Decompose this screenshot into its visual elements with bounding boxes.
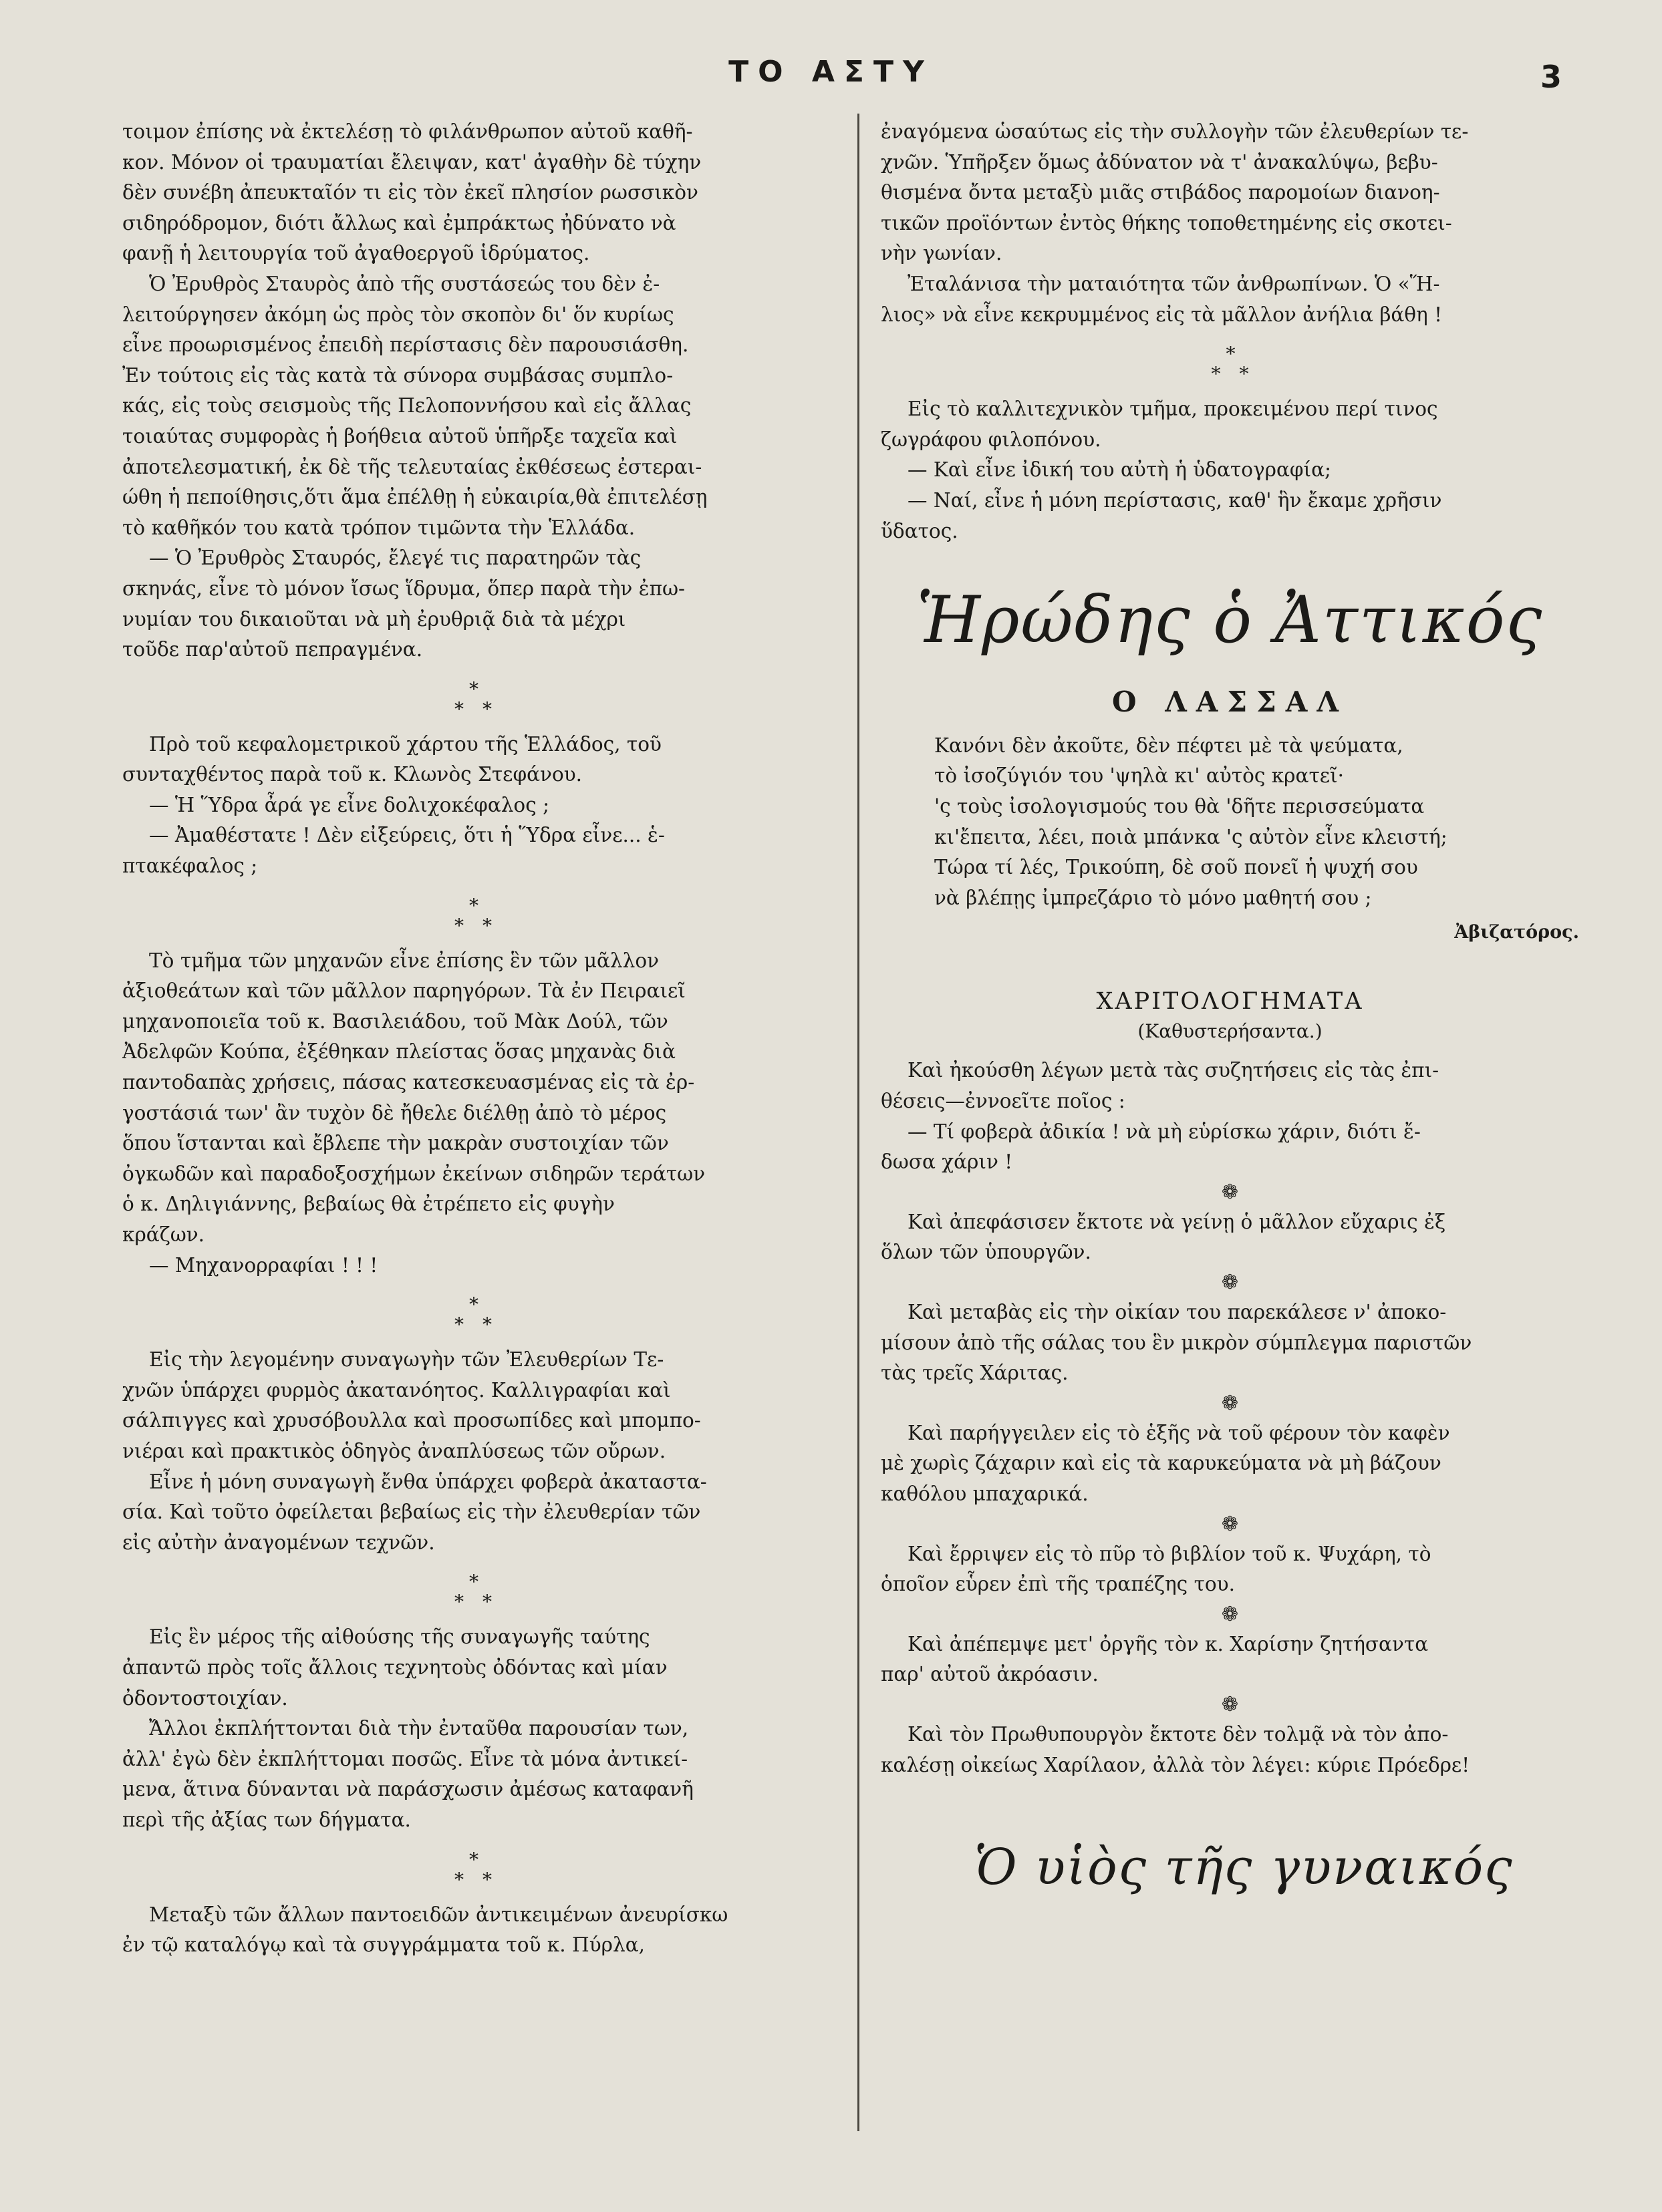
text-line: ἐναγόμενα ὡσαύτως εἰς τὴν συλλογὴν τῶν ἐλευθερίων τε-	[881, 120, 1469, 143]
section-title: ΧΑΡΙΤΟΛΟΓΗΜΑΤΑ	[1096, 987, 1364, 1015]
text-line: καλέσῃ οἰκείως Χαρίλαον, ἀλλὰ τὸν λέγει: κύριε Πρόεδρε!	[881, 1753, 1470, 1776]
text-line: πτακέφαλος ;	[122, 854, 258, 878]
text-line: ὕδατος.	[881, 519, 958, 542]
text-line: κάς, εἰς τοὺς σεισμοὺς τῆς Πελοποννήσου καὶ εἰς ἄλλας	[122, 394, 692, 418]
paragraph	[122, 946, 824, 1281]
text-line: νιέραι καὶ πρακτικὸς ὁδηγὸς ἀναπλύσεως τῶν οὔρων.	[122, 1439, 666, 1462]
text-line: κράζων.	[122, 1223, 205, 1246]
text-line: — Μηχανορραφίαι ! ! !	[149, 1253, 378, 1277]
paragraph	[122, 543, 824, 665]
paragraph	[881, 1539, 1579, 1600]
paragraph	[122, 1345, 824, 1558]
text-line: φανῇ ἡ λειτουργία τοῦ ἀγαθοεργοῦ ἱδρύματος.	[122, 242, 590, 265]
paragraph	[122, 1900, 824, 1961]
paragraph	[122, 730, 824, 882]
text-line: τικῶν προϊόντων ἐντὸς θήκης τοποθετημένης εἰς σκοτει-	[881, 211, 1452, 234]
page-number: 3	[1540, 59, 1562, 95]
paragraph	[881, 1207, 1579, 1268]
text-line: δὲν συνέβη ἀπευκταῖόν τι εἰς τὸν ἐκεῖ πλησίον ρωσσικὸν	[122, 181, 698, 204]
text-line: περὶ τῆς ἀξίας των δήγματα.	[122, 1808, 411, 1831]
text-line: — Ὁ Ἐρυθρὸς Σταυρός, ἔλεγέ τις παρατηρῶν τὰς	[149, 546, 642, 570]
text-line: γοστάσιά των' ἂν τυχὸν δὲ ἤθελε διέλθῃ ἀπὸ τὸ μέρος	[122, 1101, 667, 1124]
text-line: νυμίαν του δικαιοῦται νὰ μὴ ἐρυθριᾷ διὰ τὰ μέχρι	[122, 607, 626, 631]
text-line: μὲ χωρὶς ζάχαριν καὶ εἰς τὰ καρυκεύματα νὰ μὴ βάζουν	[881, 1452, 1441, 1475]
text-line: Καὶ ἀπέπεμψε μετ' ὀργῆς τὸν κ. Χαρίσην ζητήσαντα	[908, 1632, 1429, 1655]
ornament-separator: ❁	[1221, 1602, 1239, 1626]
asterism-separator: * * *	[1211, 343, 1249, 385]
paragraph	[881, 1056, 1579, 1177]
ornament-separator: ❁	[1221, 1391, 1239, 1415]
text-line: δωσα χάριν !	[881, 1150, 1013, 1174]
text-line: τοιαύτας συμφορὰς ἡ βοήθεια αὐτοῦ ὑπῆρξε ταχεῖα καὶ	[122, 424, 678, 448]
text-line: Ὁ Ἐρυθρὸς Σταυρὸς ἀπὸ τῆς συστάσεώς του δὲν ἐ-	[149, 272, 660, 295]
text-line: — Καὶ εἶνε ἰδική του αὐτὴ ἡ ὑδατογραφία;	[908, 458, 1331, 482]
text-line: εἶνε προωρισμένος ἐπειδὴ περίστασις δὲν παρουσιάσθη.	[122, 333, 689, 357]
text-line: ἀπαντῶ πρὸς τοῖς ἄλλοις τεχνητοὺς ὀδόντας καὶ μίαν	[122, 1655, 668, 1679]
text-line: Μεταξὺ τῶν ἄλλων παντοειδῶν ἀντικειμένων ἀνευρίσκω	[149, 1903, 728, 1926]
poem-title: Ο ΛΑΣΣΑΛ	[1112, 685, 1348, 719]
poem-line: νὰ βλέπῃς ἰμπρεζάριο τὸ μόνο μαθητή σου ;	[934, 886, 1372, 909]
text-line: σάλπιγγες καὶ χρυσόβουλλα καὶ προσωπίδες καὶ μπομπο-	[122, 1409, 701, 1432]
text-line: μηχανοποιεῖα τοῦ κ. Βασιλειάδου, τοῦ Μὰκ Δούλ, τῶν	[122, 1009, 668, 1033]
paragraph	[122, 269, 824, 543]
text-line: Πρὸ τοῦ κεφαλομετρικοῦ χάρτου τῆς Ἑλλάδος, τοῦ	[149, 732, 662, 756]
paragraph	[881, 1720, 1579, 1780]
text-line: — Τί φοβερὰ ἀδικία ! νὰ μὴ εὑρίσκω χάριν, διότι ἔ-	[908, 1120, 1421, 1143]
asterism-separator: * * *	[454, 1293, 492, 1336]
text-line: μενα, ἅτινα δύνανται νὰ παράσχωσιν ἀμέσως καταφανῆ	[122, 1778, 694, 1801]
text-line: ὅλων τῶν ὑπουργῶν.	[881, 1241, 1091, 1264]
poem-line: τὸ ἰσοζύγιόν του 'ψηλὰ κι' αὐτὸς κρατεῖ·	[934, 764, 1344, 788]
masthead: ΤΟ ΑΣΤΥ	[728, 55, 934, 89]
asterism-separator: * * *	[454, 894, 492, 937]
text-line: καθόλου μπαχαρικά.	[881, 1482, 1089, 1505]
text-line: Ἐταλάνισα τὴν ματαιότητα τῶν ἀνθρωπίνων. Ὁ «Ἥ-	[908, 272, 1440, 295]
text-line: ἐν τῷ καταλόγῳ καὶ τὰ συγγράμματα τοῦ κ. Πύρλα,	[122, 1933, 645, 1957]
asterism-separator: * * *	[454, 677, 492, 720]
text-line: κον. Μόνον οἱ τραυματίαι ἔλειψαν, κατ' ἀγαθὴν δὲ τύχην	[122, 150, 702, 174]
left-column	[122, 117, 824, 1961]
page-header	[0, 55, 1662, 102]
paragraph	[881, 1629, 1579, 1690]
text-line: Ἀδελφῶν Κούπα, ἐξέθηκαν πλείστας ὅσας μηχανὰς διὰ	[122, 1040, 676, 1064]
paragraph	[881, 117, 1579, 330]
ornament-separator: ❁	[1221, 1180, 1239, 1204]
text-line: Ἄλλοι ἐκπλήττονται διὰ τὴν ἐνταῦθα παρουσίαν των,	[149, 1717, 689, 1740]
text-line: λιος» νὰ εἶνε κεκρυμμένος εἰς τὰ μᾶλλον ἀνήλια βάθη !	[881, 303, 1442, 326]
text-line: Εἰς τὸ καλλιτεχνικὸν τμῆμα, προκειμένου περί τινος	[908, 398, 1438, 421]
paragraph	[881, 1297, 1579, 1389]
text-line: ἀξιοθεάτων καὶ τῶν μᾶλλον παρηγόρων. Τὰ ἐν Πειραιεῖ	[122, 979, 686, 1003]
poem	[881, 731, 1579, 914]
text-line: Καὶ ἠκούσθη λέγων μετὰ τὰς συζητήσεις εἰς τὰς ἐπι-	[908, 1059, 1439, 1082]
text-line: τὸ καθῆκόν του κατὰ τρόπον τιμῶντα τὴν Ἑλλάδα.	[122, 516, 636, 539]
column-divider	[857, 114, 859, 2131]
poem-author: Ἀβιζατόρος.	[1454, 922, 1579, 943]
text-line: ὀγκωδῶν καὶ παραδοξοσχήμων ἐκείνων σιδηρῶν τεράτων	[122, 1162, 706, 1185]
text-line: Τὸ τμῆμα τῶν μηχανῶν εἶνε ἐπίσης ἓν τῶν μᾶλλον	[149, 949, 660, 972]
ornament-separator: ❁	[1221, 1692, 1239, 1716]
text-line: χνῶν ὑπάρχει φυρμὸς ἀκατανόητος. Καλλιγραφίαι καὶ	[122, 1378, 671, 1402]
text-line: σιδηρόδρομον, διότι ἄλλως καὶ ἐμπράκτως ἠδύνατο νὰ	[122, 211, 676, 234]
section-subtitle: (Καθυστερήσαντα.)	[1137, 1020, 1323, 1043]
text-line: σκηνάς, εἶνε τὸ μόνον ἴσως ἵδρυμα, ὅπερ παρὰ τὴν ἐπω-	[122, 577, 685, 600]
text-line: νὴν γωνίαν.	[881, 242, 1002, 265]
text-line: θισμένα ὄντα μεταξὺ μιᾶς στιβάδος παρομοίων διανοη-	[881, 181, 1440, 204]
text-line: ζωγράφου φιλοπόνου.	[881, 428, 1101, 451]
text-line: εἰς αὐτὴν ἀναγομένων τεχνῶν.	[122, 1531, 435, 1554]
text-line: τὰς τρεῖς Χάριτας.	[881, 1362, 1069, 1385]
paragraph	[881, 1418, 1579, 1510]
text-line: λειτούργησεν ἀκόμη ὡς πρὸς τὸν σκοπὸν δι' ὅν κυρίως	[122, 303, 674, 326]
poem-line: 'ς τοὺς ἰσολογισμούς του θὰ 'δῆτε περισσεύματα	[934, 794, 1425, 818]
text-line: ὁ κ. Δηλιγιάννης, βεβαίως θὰ ἐτρέπετο εἰς φυγὴν	[122, 1193, 615, 1216]
text-line: Ἐν τούτοις εἰς τὰς κατὰ τὰ σύνορα συμβάσας συμπλο-	[122, 363, 674, 387]
text-line: Καὶ παρήγγειλεν εἰς τὸ ἑξῆς νὰ τοῦ φέρουν τὸν καφὲν	[908, 1421, 1450, 1444]
poem-line: Κανόνι δὲν ἀκοῦτε, δὲν πέφτει μὲ τὰ ψεύματα,	[934, 734, 1403, 757]
ornament-separator: ❁	[1221, 1512, 1239, 1536]
text-line: ὁποῖον εὗρεν ἐπὶ τῆς τραπέζης του.	[881, 1573, 1235, 1596]
text-line: χνῶν. Ὑπῆρξεν ὅμως ἀδύνατον νὰ τ' ἀνακαλύψω, βεβυ-	[881, 150, 1438, 174]
right-column	[881, 117, 1579, 1907]
text-line: σία. Καὶ τοῦτο ὀφείλεται βεβαίως εἰς τὴν ἐλευθερίαν τῶν	[122, 1500, 701, 1524]
text-line: μίσουν ἀπὸ τῆς σάλας του ἓν μικρὸν σύμπλεγμα παριστῶν	[881, 1331, 1472, 1354]
text-line: Καὶ ἔρριψεν εἰς τὸ πῦρ τὸ βιβλίον τοῦ κ. Ψυχάρη, τὸ	[908, 1542, 1431, 1565]
text-line: τοιμον ἐπίσης νὰ ἐκτελέσῃ τὸ φιλάνθρωπον αὐτοῦ καθῆ-	[122, 120, 693, 143]
text-line: Εἶνε ἡ μόνη συναγωγὴ ἔνθα ὑπάρχει φοβερὰ ἀκαταστα-	[149, 1470, 707, 1493]
text-line: Καὶ τὸν Πρωθυπουργὸν ἔκτοτε δὲν τολμᾷ νὰ τὸν ἀπο-	[908, 1722, 1449, 1746]
text-line: ὅπου ἵστανται καὶ ἔβλεπε τὴν μακρὰν συστοιχίαν τῶν	[122, 1132, 669, 1155]
text-line: ώθη ἡ πεποίθησις,ὅτι ἅμα ἐπέλθῃ ἡ εὐκαιρία,θὰ ἐπιτελέσῃ	[122, 486, 708, 509]
poem-line: κι'ἔπειτα, λέει, ποιὰ μπάνκα 'ς αὐτὸν εἶνε κλειστή;	[934, 825, 1447, 848]
text-line: ἀποτελεσματική, ἐκ δὲ τῆς τελευταίας ἐκθέσεως ἐστεραι-	[122, 455, 702, 478]
paragraph	[881, 394, 1579, 546]
paragraph	[122, 117, 824, 269]
text-line: τοῦδε παρ'αὐτοῦ πεπραγμένα.	[122, 638, 423, 661]
text-line: ἀλλ' ἐγὼ δὲν ἐκπλήττομαι ποσῶς. Εἶνε τὰ μόνα ἀντικεί-	[122, 1747, 688, 1770]
asterism-separator: * * *	[454, 1571, 492, 1613]
handwritten-signature: Ὁ υἱὸς τῆς γυναικός	[974, 1839, 1514, 1897]
text-line: Εἰς τὴν λεγομένην συναγωγὴν τῶν Ἐλευθερίων Τε-	[149, 1348, 664, 1372]
text-line: συνταχθέντος παρὰ τοῦ κ. Κλωνὸς Στεφάνου.	[122, 763, 583, 786]
text-line: — Ἡ Ὕδρα ἆρά γε εἶνε δολιχοκέφαλος ;	[149, 793, 550, 816]
ornament-separator: ❁	[1221, 1271, 1239, 1295]
asterism-separator: * * *	[454, 1848, 492, 1891]
text-line: Εἰς ἓν μέρος τῆς αἰθούσης τῆς συναγωγῆς ταύτης	[149, 1625, 650, 1649]
text-line: — Ἀμαθέστατε ! Δὲν εἰξεύρεις, ὅτι ἡ Ὕδρα εἶνε... ἑ-	[149, 824, 665, 847]
text-line: παρ' αὐτοῦ ἀκρόασιν.	[881, 1663, 1099, 1686]
text-line: Καὶ ἀπεφάσισεν ἔκτοτε νὰ γείνῃ ὁ μᾶλλον εὔχαρις ἐξ	[908, 1210, 1446, 1233]
text-line: ὀδοντοστοιχίαν.	[122, 1686, 288, 1710]
text-line: — Ναί, εἶνε ἡ μόνη περίστασις, καθ' ἣν ἔκαμε χρῆσιν	[908, 488, 1442, 512]
paragraph	[122, 1622, 824, 1835]
text-line: παντοδαπὰς χρήσεις, πάσας κατεσκευασμένας εἰς τὰ ἐρ-	[122, 1071, 695, 1094]
text-line: Καὶ μεταβὰς εἰς τὴν οἰκίαν του παρεκάλεσε ν' ἀποκο-	[908, 1301, 1447, 1324]
handwritten-signature: Ἡρώδης ὁ Ἀττικός	[916, 583, 1544, 658]
poem-line: Τώρα τί λές, Τρικούπη, δὲ σοῦ πονεῖ ἡ ψυχή σου	[934, 856, 1418, 879]
text-line: θέσεις—ἐννοεῖτε ποῖος :	[881, 1090, 1125, 1113]
